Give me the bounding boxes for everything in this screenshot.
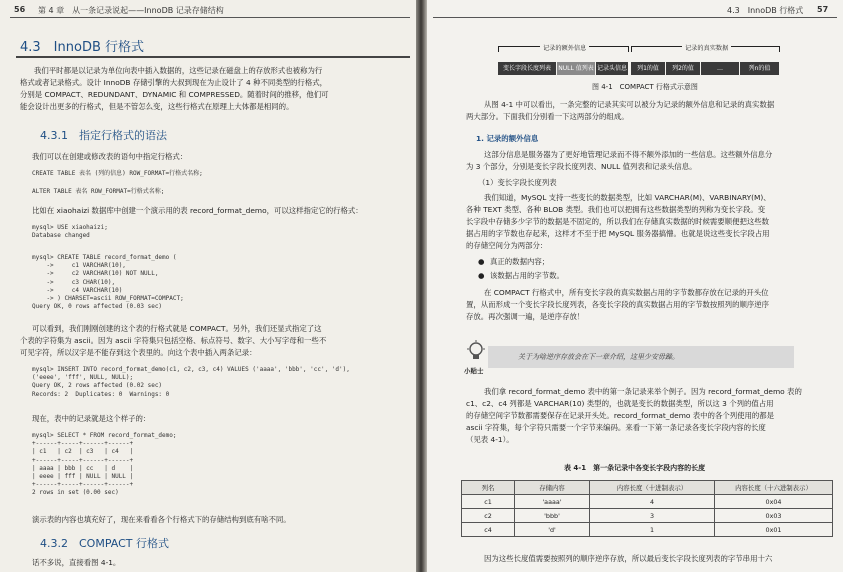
code-syntax-create: CREATE TABLE 表名 (列的信息) ROW_FORMAT=行格式名称; (32, 170, 203, 177)
diagram-cell-col2: 列2的值 (666, 62, 700, 75)
diagram-cell-coln: 列n的值 (740, 62, 779, 75)
table-cell: 0x03 (715, 509, 833, 523)
code-create-table: mysql> CREATE TABLE record_format_demo ( -> c1 VARCHAR(10), -> c2 VARCHAR(10) NOT NULL, -> c3 CHAR(10), -> c4 VARCHAR(10) -> ) CHARSET=ascii ROW_FORMAT=COMPACT; Query OK, 0 rows affected (0.03 sec) (32, 254, 184, 311)
paragraph-line: 因为这些长度值需要按照列的顺序逆序存放，所以最后变长字段长度列表的字节串用十六 (484, 554, 773, 563)
paragraph-line: 这部分信息是服务器为了更好地管理记录而不得不额外添加的一些信息。这些额外信息分 (484, 150, 773, 159)
section-title: 4.3 InnoDB 行格式 (20, 40, 145, 55)
paragraph-line: 据占用的字节数也存起来，这样才不至于把 MySQL 服务器搞懵。也就是说这些变长字段占用 (466, 229, 770, 238)
paragraph-line: 从图 4-1 中可以看出，一条完整的记录其实可以被分为记录的额外信息和记录的真实数据 (484, 100, 775, 109)
tip-label: 小贴士 (464, 367, 484, 375)
paragraph: 现在，表中的记录就是这个样子的： (32, 414, 151, 423)
diagram-caption: 图 4-1 COMPACT 行格式示意图 (592, 83, 698, 91)
code-syntax-alter: ALTER TABLE 表名 ROW_FORMAT=行格式名称; (32, 188, 165, 195)
paragraph-line: 各种 TEXT 类型、各种 BLOB 类型。我们也可以把拥有这些数据类型的列称为变长字段。变 (466, 205, 766, 214)
intro-line: 分别是 COMPACT、REDUNDANT、DYNAMIC 和 COMPRESSED。随着时间的推移，他们可 (20, 90, 329, 99)
page-number: 57 (817, 5, 829, 14)
table-header-row (462, 481, 833, 495)
paragraph: 比如在 xiaohaizi 数据库中创建一个演示用的表 record_format_demo，可以这样指定它的行格式： (32, 206, 363, 215)
bullet-item: 该数据占用的字节数。 (490, 271, 564, 280)
paragraph: 演示表的内容也填充好了，现在来看看各个行格式下的存储结构到底有啥不同。 (32, 515, 291, 524)
paragraph-line: 长字段中存储多少字节的数据是不固定的，所以我们在存储真实数据的时候需要顺便把这些数 (466, 217, 770, 226)
code-use-db: mysql> USE xiaohaizi; Database changed (32, 224, 108, 240)
table-cell: 3 (590, 509, 715, 523)
table-header-cell: 内容长度（十进制表示） (590, 481, 715, 495)
header-rule (433, 17, 837, 18)
table-cell: 'aaaa' (515, 495, 590, 509)
subheading: （1）变长字段长度列表 (478, 178, 557, 187)
subheading: 1. 记录的额外信息 (476, 134, 539, 143)
running-header: 4.3 InnoDB 行格式 (727, 6, 804, 15)
paragraph-line: 置，从而形成一个变长字段长度列表，各变长字段的真实数据占用的字节数按照列的顺序逆序 (466, 300, 770, 309)
paragraph-line: 在 COMPACT 行格式中，所有变长字段的真实数据占用的字节数都存放在记录的开头位 (484, 288, 769, 297)
paragraph-line: 我们知道，MySQL 支持一些变长的数据类型，比如 VARCHAR(M)、VARBINARY(M)、 (484, 193, 771, 202)
paragraph: 我们可以在创建或修改表的语句中指定行格式： (32, 152, 188, 161)
table-row (462, 495, 833, 509)
bullet-item: 真正的数据内容； (490, 257, 550, 266)
table-header-cell: 列名 (462, 481, 515, 495)
paragraph-line: （见表 4-1）。 (466, 435, 514, 444)
header-rule (10, 17, 410, 18)
table-caption: 表 4-1 第一条记录中各变长字段内容的长度 (564, 464, 706, 472)
real-data-label: 记录的真实数据 (682, 43, 731, 52)
table-cell: c2 (462, 509, 515, 523)
paragraph-line: 个表的字符集为 ascii。因为 ascii 字符集只包括空格、标点符号、数字、大小写字母和一些不 (20, 336, 327, 345)
diagram-cell-record-header: 记录头信息 (596, 62, 628, 75)
table-row (462, 509, 833, 523)
code-select: mysql> SELECT * FROM record_format_demo; +------+-----+------+------+ | c1 | c2 | c3 | c4 | +------+-----+------+------+ | aaaa | bbb | cc | d | | eeee | fff | NULL | NULL | +------+-----+------+------+ 2 rows in set (0.00 sec) (32, 432, 177, 497)
paragraph-line: c1、c2、c4 列都是 VARCHAR(10) 类型的，也就是变长的数据类型，所以这 3 个列的值占用 (466, 399, 774, 408)
book-gutter (416, 0, 427, 572)
table-row (462, 523, 833, 537)
brace-tick (498, 46, 499, 52)
section-rule (16, 56, 410, 58)
intro-line: 能会设计出更多的行格式，但是不管怎么变，这些行格式在原理上大体都是相同的。 (20, 102, 294, 111)
paragraph-line: ascii 字符集，每个字符只需要一个字节来编码。来看一下第一条记录各变长字段内容的长度 (466, 423, 766, 432)
table-cell: 'd' (515, 523, 590, 537)
diagram-cell-col1: 列1的值 (631, 62, 665, 75)
table-cell: 4 (590, 495, 715, 509)
bullet-marker: ● (478, 271, 485, 280)
intro-line: 格式或者记录格式。设计 InnoDB 存储引擎的大叔到现在为止设计了 4 种不同类型的行格式， (20, 78, 327, 87)
table-cell: 0x01 (715, 523, 833, 537)
table-header-cell: 存储内容 (515, 481, 590, 495)
subsection-title: 4.3.2 COMPACT 行格式 (40, 537, 169, 550)
table-cell: 'bbb' (515, 509, 590, 523)
brace-tick (631, 46, 632, 52)
diagram-cell-varlen-list: 变长字段长度列表 (498, 62, 556, 75)
brace-tick (628, 46, 629, 52)
intro-line: 我们平时都是以记录为单位向表中插入数据的，这些记录在磁盘上的存放形式也被称为行 (34, 66, 323, 75)
paragraph: 话不多说，直接看图 4-1。 (32, 558, 121, 567)
diagram-cell-ellipsis: … (701, 62, 739, 75)
bullet-marker: ● (478, 257, 485, 266)
paragraph-line: 可以看到，我们刚刚创建的这个表的行格式就是 COMPACT。另外，我们还显式指定了这 (32, 324, 322, 333)
paragraph-line: 两大部分。下面我们分别看一下这两部分的组成。 (466, 112, 629, 121)
paragraph-line: 的存储空间字节数都需要保存在记录开头处。record_format_demo 表中的各个列使用的都是 (466, 411, 775, 420)
tip-text: 关于为啥逆序存放会在下一章介绍，这里少安毋躁。 (518, 353, 679, 361)
paragraph-line: 我们拿 record_format_demo 表中的第一条记录来举个例子。因为 record_format_demo 表的 (484, 387, 802, 396)
paragraph-line: 可见字符，所以汉字是不能存到这个表里的。向这个表中插入两条记录： (20, 348, 257, 357)
length-table (461, 480, 833, 537)
table-cell: 1 (590, 523, 715, 537)
running-header: 第 4 章 从一条记录说起——InnoDB 记录存储结构 (38, 6, 224, 15)
lightbulb-icon (466, 340, 486, 366)
table-cell: c1 (462, 495, 515, 509)
brace-tick (779, 46, 780, 52)
left-page (0, 0, 416, 572)
subsection-title: 4.3.1 指定行格式的语法 (40, 129, 167, 142)
table-cell: c4 (462, 523, 515, 537)
diagram-cell-null-list: NULL 值列表 (557, 62, 595, 75)
table-cell: 0x04 (715, 495, 833, 509)
paragraph-line: 存放。再次强调一遍，是逆序存放！ (466, 312, 585, 321)
paragraph-line: 为 3 个部分，分别是变长字段长度列表、NULL 值列表和记录头信息。 (466, 162, 697, 171)
page-number: 56 (14, 5, 26, 14)
table-header-cell: 内容长度（十六进制表示） (715, 481, 833, 495)
paragraph-line: 的存储空间分为两部分： (466, 241, 548, 250)
code-insert: mysql> INSERT INTO record_format_demo(c1, c2, c3, c4) VALUES ('aaaa', 'bbb', 'cc', 'd'), ('eeee', 'fff', NULL, NULL); Query OK, 2 rows affected (0.02 sec) Records: 2 Duplicates: 0 Warnings: 0 (32, 366, 350, 398)
extra-info-label: 记录的额外信息 (540, 43, 589, 52)
